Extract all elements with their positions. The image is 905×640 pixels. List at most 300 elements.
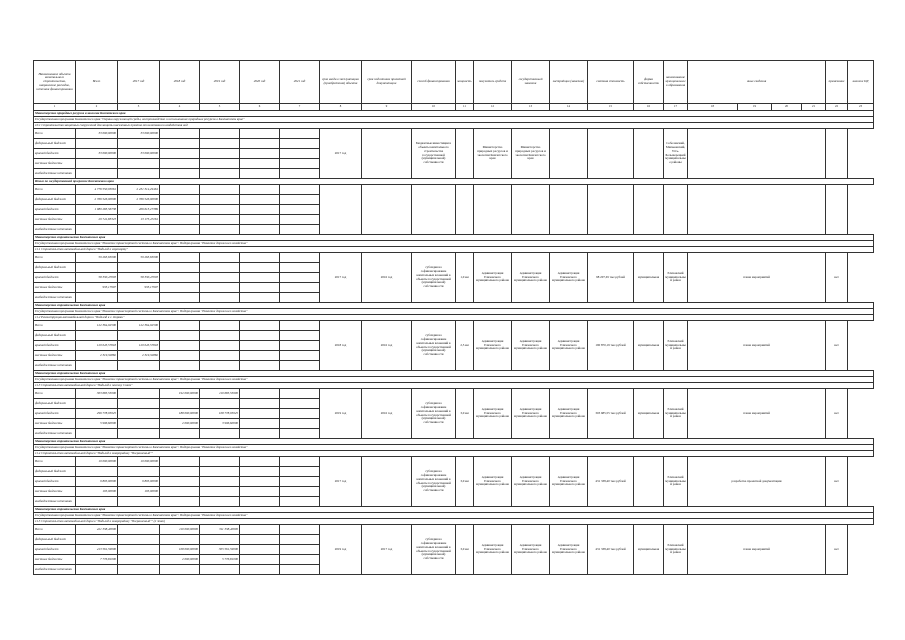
amount-cell: [280, 321, 320, 331]
meta-municipality: [664, 185, 688, 235]
meta-capacity: 1,0 км: [456, 253, 474, 303]
meta-term: 2017 год: [320, 253, 362, 303]
column-number: 16: [634, 104, 664, 111]
amount-cell: [240, 263, 280, 273]
amount-cell: [280, 525, 320, 535]
investment-table: [33, 60, 874, 575]
amount-cell: [118, 399, 160, 409]
finance-source-label: федеральный бюджет: [34, 139, 76, 149]
amount-cell: [160, 185, 200, 195]
meta-customer: [512, 185, 550, 235]
amount-cell: [200, 149, 240, 159]
amount-cell: [240, 467, 280, 477]
meta-recipient: Министерство природных ресурсов и экологии Камчатского края: [474, 129, 512, 179]
amount-cell: [240, 253, 280, 263]
section-title: Министерство строительства Камчатского края: [34, 371, 874, 377]
amount-cell: [200, 139, 240, 149]
amount-cell: [160, 457, 200, 467]
meta-other: плана мероприятий: [688, 321, 826, 371]
amount-cell: [118, 409, 160, 419]
finance-source-label: местные бюджеты: [34, 159, 76, 169]
column-number: 10: [412, 104, 456, 111]
amount-cell: 406 613,27389: [118, 205, 160, 215]
amount-cell: 108 000,00000: [160, 545, 200, 555]
finance-row: [34, 321, 874, 331]
header-cell: способ финансирования: [412, 61, 456, 104]
amount-cell: [118, 429, 160, 439]
amount-cell: [240, 293, 280, 303]
header-cell: 2018 год: [160, 61, 200, 104]
amount-cell: [240, 525, 280, 535]
amount-cell: [200, 195, 240, 205]
amount-cell: [76, 159, 118, 169]
amount-cell: [160, 283, 200, 293]
meta-municipality: Соболевский, Мильковский, Усть-Большерецкий муниципальные районы: [664, 129, 688, 179]
meta-cost: [588, 129, 634, 179]
amount-cell: [200, 215, 240, 225]
amount-cell: [200, 205, 240, 215]
meta-other: [688, 185, 826, 235]
finance-source-label: Всего: [34, 389, 76, 399]
meta-design: 2017 год: [362, 525, 412, 575]
amount-cell: [280, 253, 320, 263]
column-number: 7: [280, 104, 320, 111]
amount-cell: [200, 361, 240, 371]
object-title: 11.1 Строительство автомобильной дороги "Подъезд к аэропорту": [34, 247, 874, 253]
column-number: 14: [550, 104, 588, 111]
header-cell: застройщик (заказчик): [550, 61, 588, 104]
amount-cell: [240, 149, 280, 159]
amount-cell: 59 263,65000: [76, 253, 118, 263]
column-number: 23: [848, 104, 874, 111]
finance-source-label: внебюджетные источники: [34, 429, 76, 439]
meta-capacity: 2,5 км: [456, 321, 474, 371]
finance-row: [34, 457, 874, 467]
amount-cell: 58 330,47003: [76, 273, 118, 283]
section-title: Министерство строительства Камчатского края: [34, 235, 874, 241]
meta-capacity: 3,0 км: [456, 389, 474, 439]
pd-cell: [826, 185, 848, 235]
finance-source-label: краевой бюджет: [34, 205, 76, 215]
meta-term: 2019 год: [320, 525, 362, 575]
meta-cost: 190 870,19 тыс.рублей: [588, 321, 634, 371]
meta-developer: Администрация Елизовского муниципального района: [550, 389, 588, 439]
amount-cell: 195,00000: [76, 487, 118, 497]
column-number: 20: [772, 104, 802, 111]
amount-cell: 933,17997: [118, 283, 160, 293]
meta-cost: [588, 185, 634, 235]
program-title: Государственная программа Камчатского края "Развитие транспортной системы в Камчатском крае". Подпрограмма "Развитие дорожного хозяйства": [34, 377, 874, 383]
finance-source-label: местные бюджеты: [34, 419, 76, 429]
meta-other: плана мероприятий: [688, 253, 826, 303]
amount-cell: 120 045,57618: [118, 341, 160, 351]
amount-cell: [240, 457, 280, 467]
column-number: 1: [34, 104, 76, 111]
meta-design: [362, 185, 412, 235]
amount-cell: [280, 283, 320, 293]
amount-cell: 10 000,00000: [76, 457, 118, 467]
amount-cell: [200, 129, 240, 139]
finance-row: [34, 525, 874, 535]
meta-ownership: муниципальная: [634, 321, 664, 371]
column-number-row: [34, 104, 874, 111]
meta-method: [412, 185, 456, 235]
pd-cell: нет: [826, 389, 848, 439]
meta-developer: Администрация Елизовского муниципального района: [550, 253, 588, 303]
amount-cell: [280, 361, 320, 371]
finance-source-label: Всего: [34, 129, 76, 139]
finance-source-label: внебюджетные источники: [34, 293, 76, 303]
column-number: 3: [118, 104, 160, 111]
meta-method: субсидия на софинансирование капитальных вложений в объекты государственной (муниципальной) собственности: [412, 525, 456, 575]
column-number: 18: [688, 104, 738, 111]
amount-cell: [200, 341, 240, 351]
amount-cell: [160, 139, 200, 149]
meta-municipality: Елизовский муниципальный район: [664, 457, 688, 507]
amount-cell: [240, 341, 280, 351]
amount-cell: [240, 351, 280, 361]
meta-customer: Администрация Елизовского муниципального района: [512, 525, 550, 575]
amount-cell: 413 561,59000: [76, 545, 118, 555]
meta-recipient: Администрация Елизовского муниципального района: [474, 457, 512, 507]
object-title: 11.3 Строительство автомобильной дороги "Подъезд к поселку Сокоч": [34, 383, 874, 389]
header-cell: наименование муниципального образования: [664, 61, 688, 104]
meta-term: 2018 год: [320, 321, 362, 371]
amount-cell: 33 000,00000: [118, 129, 160, 139]
finance-source-label: краевой бюджет: [34, 149, 76, 159]
amount-cell: [76, 429, 118, 439]
finance-source-label: Всего: [34, 525, 76, 535]
meta-recipient: Администрация Елизовского муниципального района: [474, 525, 512, 575]
header-cell: примечание: [826, 61, 848, 104]
column-number: 5: [200, 104, 240, 111]
meta-other: плана мероприятий: [688, 525, 826, 575]
column-number: 6: [240, 104, 280, 111]
amount-cell: 9 805,00000: [118, 477, 160, 487]
finance-source-label: федеральный бюджет: [34, 399, 76, 409]
amount-cell: 2 766 526,00000: [76, 195, 118, 205]
header-cell: государственный заказчик: [512, 61, 550, 104]
meta-recipient: Администрация Елизовского муниципального района: [474, 253, 512, 303]
amount-cell: [200, 535, 240, 545]
amount-cell: [240, 389, 280, 399]
amount-cell: [200, 253, 240, 263]
amount-cell: 3 906,60000: [200, 419, 240, 429]
amount-cell: [76, 225, 118, 235]
amount-cell: [118, 497, 160, 507]
meta-customer: Администрация Елизовского муниципального района: [512, 389, 550, 439]
amount-cell: 5 906,60000: [76, 419, 118, 429]
amount-cell: [118, 467, 160, 477]
amount-cell: [160, 215, 200, 225]
meta-method: субсидия на софинансирование капитальных вложений в объекты государственной (муниципальной) собственности: [412, 253, 456, 303]
amount-cell: 2 431 314,29461: [118, 185, 160, 195]
column-number: 12: [474, 104, 512, 111]
meta-ownership: муниципальная: [634, 389, 664, 439]
amount-cell: [240, 159, 280, 169]
finance-source-label: федеральный бюджет: [34, 331, 76, 341]
header-cell: срок подготовки проектной документации: [362, 61, 412, 104]
amount-cell: [240, 545, 280, 555]
section-title: Министерство строительства Камчатского края: [34, 507, 874, 513]
amount-cell: [160, 169, 200, 179]
finance-row: [34, 389, 874, 399]
amount-cell: [280, 215, 320, 225]
amount-cell: [240, 409, 280, 419]
amount-cell: [280, 273, 320, 283]
amount-cell: [200, 457, 240, 467]
program-title: Государственная программа Камчатского края "Развитие транспортной системы в Камчатском крае". Подпрограмма "Развитие дорожного хозяйства": [34, 445, 874, 451]
object-title: 11.4 Строительство автомобильной дороги "Подъезд к микрорайону "Пограничный"": [34, 451, 874, 457]
amount-cell: [280, 263, 320, 273]
amount-cell: 122 364,92500: [118, 321, 160, 331]
amount-cell: 110 000,00000: [160, 525, 200, 535]
amount-cell: [240, 283, 280, 293]
amount-cell: [160, 205, 200, 215]
amount-cell: [160, 399, 200, 409]
amount-cell: [240, 169, 280, 179]
meta-method: Бюджетные инвестиции в объекты капитального строительства государственной (муниципальной) собственности: [412, 129, 456, 179]
amount-cell: [118, 263, 160, 273]
amount-cell: [160, 263, 200, 273]
amount-cell: [240, 361, 280, 371]
amount-cell: [280, 497, 320, 507]
amount-cell: [200, 185, 240, 195]
finance-source-label: местные бюджеты: [34, 555, 76, 565]
amount-cell: [160, 293, 200, 303]
amount-cell: [240, 225, 280, 235]
header-cell: 2019 год: [200, 61, 240, 104]
amount-cell: [76, 497, 118, 507]
amount-cell: [160, 351, 200, 361]
header-cell: Наименование объекта капитального строительства, направление расходов, источник финансирования: [34, 61, 76, 104]
amount-cell: [280, 205, 320, 215]
amount-cell: [280, 225, 320, 235]
amount-cell: [160, 273, 200, 283]
header-cell: наличие ПД: [848, 61, 874, 104]
amount-cell: [200, 351, 240, 361]
section-title: Итого по государственной программе Камчатского края: [34, 179, 874, 185]
amount-cell: [160, 159, 200, 169]
meta-developer: [550, 129, 588, 179]
amount-cell: [240, 273, 280, 283]
amount-cell: [160, 149, 200, 159]
amount-cell: [118, 389, 160, 399]
amount-cell: 2 766 526,00000: [118, 195, 160, 205]
amount-cell: [200, 293, 240, 303]
meta-capacity: [456, 185, 474, 235]
amount-cell: [160, 331, 200, 341]
meta-municipality: Елизовский муниципальный район: [664, 525, 688, 575]
amount-cell: 5 776,81000: [200, 555, 240, 565]
amount-cell: 188 000,00000: [160, 409, 200, 419]
amount-cell: [118, 293, 160, 303]
amount-cell: [280, 429, 320, 439]
header-cell: мощность: [456, 61, 474, 104]
amount-cell: [240, 429, 280, 439]
column-number: 15: [588, 104, 634, 111]
amount-cell: [240, 497, 280, 507]
object-title: 11.2 Реконструкция автомобильной дороги "Подъезд к с. Коряки": [34, 315, 874, 321]
amount-cell: [118, 169, 160, 179]
amount-cell: [240, 195, 280, 205]
amount-cell: 2 319,32882: [118, 351, 160, 361]
meta-customer: Администрация Елизовского муниципального района: [512, 457, 550, 507]
meta-method: субсидия на софинансирование капитальных вложений в объекты государственной (муниципальной) собственности: [412, 321, 456, 371]
meta-municipality: Елизовский муниципальный район: [664, 389, 688, 439]
amount-cell: 2 000,00000: [160, 419, 200, 429]
finance-row: [34, 253, 874, 263]
column-number: 4: [160, 104, 200, 111]
finance-source-label: местные бюджеты: [34, 215, 76, 225]
amount-cell: 195,00000: [118, 487, 160, 497]
amount-cell: [200, 283, 240, 293]
amount-cell: [160, 253, 200, 263]
amount-cell: 4 776 550,95061: [76, 185, 118, 195]
amount-cell: 29 741,83323: [76, 215, 118, 225]
amount-cell: [280, 419, 320, 429]
column-number: 19: [738, 104, 772, 111]
amount-cell: [280, 477, 320, 487]
object-title: 11.5 Строительство автомобильной дороги "Подъезд к микрорайону "Пограничный"" (2 этап): [34, 519, 874, 525]
header-cell: иные сведения: [688, 61, 826, 104]
meta-recipient: Администрация Елизовского муниципального района: [474, 389, 512, 439]
amount-cell: [200, 331, 240, 341]
amount-cell: 58 330,47003: [118, 273, 160, 283]
amount-cell: [280, 129, 320, 139]
amount-cell: [240, 185, 280, 195]
amount-cell: [200, 263, 240, 273]
meta-term: [320, 185, 362, 235]
meta-design: 2016 год: [362, 389, 412, 439]
amount-cell: [160, 487, 200, 497]
finance-source-label: внебюджетные источники: [34, 225, 76, 235]
amount-cell: 1 980 283,56738: [76, 205, 118, 215]
amount-cell: [280, 545, 320, 555]
section-title: Министерство строительства Камчатского края: [34, 439, 874, 445]
amount-cell: [160, 535, 200, 545]
column-number: 17: [664, 104, 688, 111]
amount-cell: [200, 429, 240, 439]
amount-cell: [160, 321, 200, 331]
finance-source-label: краевой бюджет: [34, 477, 76, 487]
amount-cell: [76, 535, 118, 545]
meta-term: 2017 год: [320, 457, 362, 507]
amount-cell: 421 338,40000: [76, 525, 118, 535]
program-title: Государственная программа Камчатского края "Развитие транспортной системы в Камчатском крае". Подпрограмма "Развитие дорожного хозяйства": [34, 513, 874, 519]
meta-other: [688, 129, 826, 179]
finance-source-label: Всего: [34, 185, 76, 195]
amount-cell: [118, 555, 160, 565]
amount-cell: [76, 361, 118, 371]
amount-cell: [118, 525, 160, 535]
amount-cell: [200, 565, 240, 575]
amount-cell: [200, 159, 240, 169]
amount-cell: 303 685,55000: [76, 389, 118, 399]
finance-row: [34, 185, 874, 195]
amount-cell: [240, 487, 280, 497]
meta-design: 2016 год: [362, 321, 412, 371]
amount-cell: 122 364,92500: [76, 321, 118, 331]
amount-cell: [280, 149, 320, 159]
header-cell: получатель средств: [474, 61, 512, 104]
amount-cell: 2 319,32882: [76, 351, 118, 361]
amount-cell: 305 561,59000: [200, 545, 240, 555]
amount-cell: [118, 565, 160, 575]
finance-source-label: краевой бюджет: [34, 409, 76, 419]
amount-cell: [280, 139, 320, 149]
finance-source-label: федеральный бюджет: [34, 195, 76, 205]
meta-design: [362, 129, 412, 179]
amount-cell: [160, 565, 200, 575]
meta-ownership: [634, 185, 664, 235]
amount-cell: 33 000,00000: [76, 129, 118, 139]
amount-cell: [160, 225, 200, 235]
pd-cell: нет: [826, 253, 848, 303]
amount-cell: [76, 565, 118, 575]
meta-term: 2017 год: [320, 129, 362, 179]
amount-cell: [160, 467, 200, 477]
meta-capacity: 3,0 км: [456, 457, 474, 507]
finance-source-label: внебюджетные источники: [34, 497, 76, 507]
amount-cell: [118, 159, 160, 169]
amount-cell: [240, 139, 280, 149]
amount-cell: [200, 497, 240, 507]
column-number: 2: [76, 104, 118, 111]
amount-cell: [280, 467, 320, 477]
finance-source-label: краевой бюджет: [34, 341, 76, 351]
amount-cell: [160, 477, 200, 487]
amount-cell: [280, 195, 320, 205]
meta-cost: 431 338,40 тыс.рублей: [588, 457, 634, 507]
amount-cell: [160, 361, 200, 371]
amount-cell: [76, 399, 118, 409]
amount-cell: [280, 487, 320, 497]
amount-cell: [280, 169, 320, 179]
document-sheet: [33, 60, 873, 579]
amount-cell: [200, 399, 240, 409]
amount-cell: [280, 565, 320, 575]
meta-cost: 431 338,40 тыс.рублей: [588, 525, 634, 575]
meta-ownership: [634, 457, 664, 507]
amount-cell: [240, 419, 280, 429]
amount-cell: [240, 535, 280, 545]
meta-cost: 303 685,55 тыс.рублей: [588, 389, 634, 439]
amount-cell: [240, 331, 280, 341]
finance-source-label: федеральный бюджет: [34, 263, 76, 273]
meta-municipality: Елизовский муниципальный район: [664, 321, 688, 371]
section-title: Министерство природных ресурсов и экологии Камчатского края: [34, 111, 874, 117]
program-title: Государственная программа Камчатского края "Охрана окружающей среды, воспроизводство и использование природных ресурсов в Камчатском крае": [34, 117, 874, 123]
meta-developer: [550, 185, 588, 235]
pd-cell: нет: [826, 525, 848, 575]
amount-cell: [118, 545, 160, 555]
header-cell: 2021 год: [280, 61, 320, 104]
amount-cell: [76, 293, 118, 303]
header-row: [34, 61, 874, 104]
amount-cell: [200, 321, 240, 331]
finance-source-label: федеральный бюджет: [34, 467, 76, 477]
finance-source-label: федеральный бюджет: [34, 535, 76, 545]
pd-cell: нет: [826, 321, 848, 371]
pd-cell: нет: [826, 457, 848, 507]
amount-cell: 110 685,55000: [200, 389, 240, 399]
amount-cell: [240, 129, 280, 139]
amount-cell: [240, 321, 280, 331]
meta-recipient: [474, 185, 512, 235]
amount-cell: 9 805,00000: [76, 477, 118, 487]
meta-method: субсидия на софинансирование капитальных вложений в объекты государственной (муниципальной) собственности: [412, 457, 456, 507]
